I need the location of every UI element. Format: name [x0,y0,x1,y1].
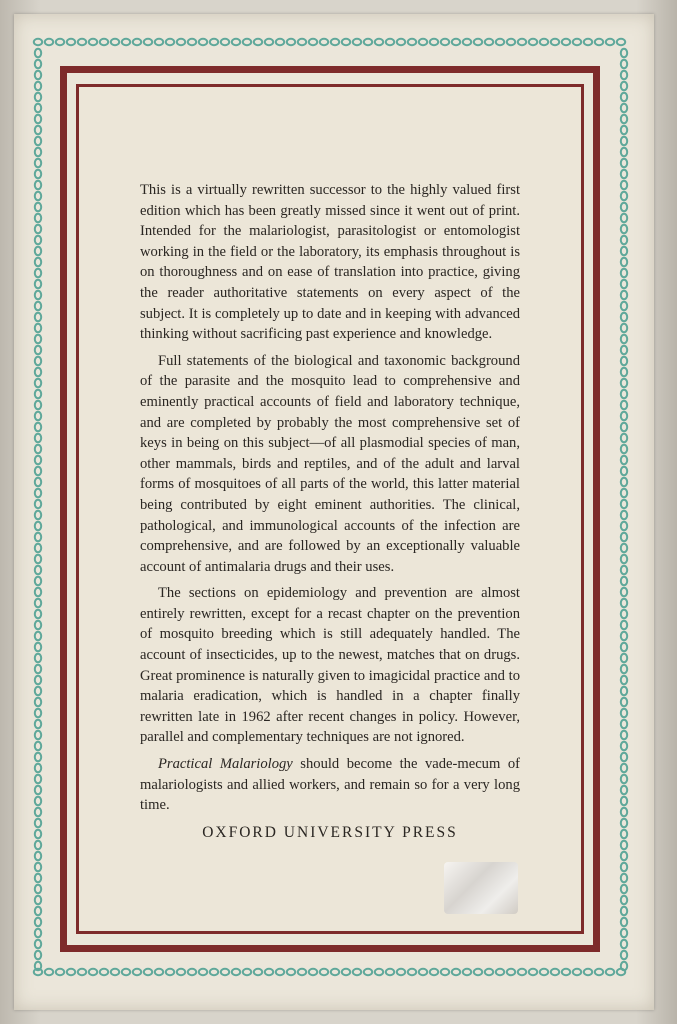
chain-link [265,969,273,975]
chain-link [496,969,504,975]
chain-link [35,401,41,409]
chain-link [35,885,41,893]
chain-link [35,456,41,464]
chain-link [35,940,41,948]
chain-link [166,969,174,975]
chain-link [331,969,339,975]
chain-link [35,566,41,574]
chain-link [518,39,526,45]
chain-link [621,291,627,299]
chain-link [111,39,119,45]
chain-link [621,544,627,552]
chain-link [287,39,295,45]
chain-link [621,555,627,563]
chain-link [35,478,41,486]
chain-link [35,192,41,200]
chain-link [621,731,627,739]
chain-link [56,39,64,45]
chain-link [100,39,108,45]
chain-link [621,918,627,926]
chain-link [621,115,627,123]
chain-link [430,39,438,45]
chain-link [595,969,603,975]
chain-link [111,969,119,975]
chain-link [35,500,41,508]
chain-link [386,39,394,45]
chain-link [452,969,460,975]
chain-link [166,39,174,45]
chain-link [35,225,41,233]
chain-link [287,969,295,975]
chain-link [35,929,41,937]
chain-link [621,940,627,948]
chain-link [621,841,627,849]
chain-link [35,533,41,541]
chain-link [35,698,41,706]
chain-link [155,39,163,45]
book-title: Practical Malariology [158,756,293,773]
chain-link [606,969,614,975]
chain-link [35,434,41,442]
chain-link [621,401,627,409]
chain-link [621,324,627,332]
chain-link [276,39,284,45]
chain-link [551,969,559,975]
chain-link [463,969,471,975]
chain-link [298,39,306,45]
chain-link [35,82,41,90]
chain-link [621,643,627,651]
chain-link [221,39,229,45]
blurb-paragraph-4 [140,754,520,816]
chain-link [485,39,493,45]
chain-link [621,60,627,68]
chain-link [35,203,41,211]
chain-link [232,39,240,45]
chain-link [621,313,627,321]
chain-link [133,969,141,975]
chain-link [562,39,570,45]
chain-link [35,115,41,123]
chain-link [276,969,284,975]
chain-link [419,39,427,45]
chain-link [621,698,627,706]
chain-link [621,357,627,365]
chain-link [621,192,627,200]
chain-link [397,969,405,975]
chain-link [375,39,383,45]
chain-link [35,379,41,387]
chain-link [507,39,515,45]
chain-link [144,39,152,45]
chain-link [177,969,185,975]
chain-link [35,280,41,288]
chain-link [621,522,627,530]
chain-link [621,896,627,904]
chain-link [35,797,41,805]
chain-link [35,126,41,134]
chain-link [621,874,627,882]
chain-link [67,969,75,975]
chain-link [621,599,627,607]
chain-link [621,830,627,838]
chain-link [35,137,41,145]
chain-link [35,291,41,299]
chain-link [621,203,627,211]
chain-link [621,687,627,695]
chain-link [621,434,627,442]
chain-link [518,969,526,975]
chain-link [617,39,625,45]
blurb-paragraph-3: The sections on epidemiology and prevention are almost entirely rewritten, except for a recast chapter on the prevention of mosquito breeding which is still adequately handled. The account of insecticides, up to the newest, matches that on drugs. Great prominence is naturally given to imagicidal practice and to malaria eradication, which is handled in a chapter finally rewritten late in 1962 after recent changes in policy. However, parallel and complementary techniques are not ignored. [140,585,520,746]
chain-link [35,764,41,772]
chain-link [35,346,41,354]
chain-link [375,969,383,975]
chain-link [188,39,196,45]
chain-link [35,632,41,640]
chain-link [386,969,394,975]
chain-link [621,412,627,420]
chain-link [89,969,97,975]
chain-link [621,632,627,640]
chain-link [45,39,53,45]
chain-link [35,852,41,860]
chain-link [584,969,592,975]
chain-link [35,753,41,761]
chain-link [298,969,306,975]
chain-link [35,181,41,189]
chain-link [35,247,41,255]
chain-link [621,456,627,464]
chain-link [507,969,515,975]
chain-link [320,39,328,45]
chain-link [35,269,41,277]
chain-link [621,709,627,717]
chain-link [56,969,64,975]
chain-link [353,39,361,45]
chain-link [35,841,41,849]
chain-link [35,357,41,365]
chain-link [35,170,41,178]
chain-link [35,588,41,596]
chain-link [621,258,627,266]
chain-link [485,969,493,975]
chain-link [210,969,218,975]
chain-link [35,159,41,167]
chain-link [243,969,251,975]
chain-link [35,709,41,717]
chain-link [584,39,592,45]
chain-link [35,148,41,156]
chain-link [35,60,41,68]
chain-link [35,577,41,585]
chain-link [529,969,537,975]
chain-link [621,71,627,79]
chain-link [529,39,537,45]
chain-link [621,676,627,684]
chain-link [254,39,262,45]
chain-link [452,39,460,45]
chain-link [621,654,627,662]
blurb-closing-text: should become the vade-mecum of malariologists and allied workers, and remain so for a very long time. [140,756,520,814]
chain-link [621,610,627,618]
chain-link [621,588,627,596]
chain-link [540,969,548,975]
chain-link [100,969,108,975]
chain-link [122,969,130,975]
chain-link [621,368,627,376]
chain-link [35,621,41,629]
chain-link [621,82,627,90]
chain-link [621,489,627,497]
chain-link [35,896,41,904]
chain-link [463,39,471,45]
chain-link [621,929,627,937]
chain-link [188,969,196,975]
chain-link [621,236,627,244]
chain-link [621,885,627,893]
chain-link [35,214,41,222]
chain-link [35,665,41,673]
chain-link [35,951,41,959]
chain-link [35,654,41,662]
chain-link [35,907,41,915]
chain-link [78,39,86,45]
price-sticker-residue [444,862,518,914]
chain-link [408,39,416,45]
chain-link [540,39,548,45]
chain-link [408,969,416,975]
chain-link [35,236,41,244]
chain-link [621,753,627,761]
chain-link [35,808,41,816]
chain-link [221,969,229,975]
chain-link [621,445,627,453]
chain-link [621,907,627,915]
chain-link [621,621,627,629]
chain-link [89,39,97,45]
chain-link [353,969,361,975]
chain-link [621,247,627,255]
chain-link [621,665,627,673]
blurb-text [140,180,520,822]
chain-link [35,786,41,794]
chain-link [35,720,41,728]
chain-link [621,379,627,387]
chain-link [35,302,41,310]
chain-link [35,544,41,552]
chain-link [199,969,207,975]
chain-link [199,39,207,45]
chain-link [35,775,41,783]
chain-link [35,390,41,398]
chain-link [474,969,482,975]
chain-link [621,269,627,277]
chain-link [621,214,627,222]
chain-link [419,969,427,975]
chain-link [621,137,627,145]
chain-link [35,676,41,684]
chain-link [621,148,627,156]
chain-link [35,643,41,651]
chain-link [331,39,339,45]
chain-link [573,969,581,975]
chain-link [35,522,41,530]
chain-link [621,742,627,750]
blurb-paragraph-1: This is a virtually rewritten successor to the highly valued first edition which has been greatly missed since it went out of print. Intended for the malariologist, parasitologist or entomologist working in the field or the laboratory, its emphasis throughout is on thoroughness and on ease of translation into practice, giving the reader authoritative statements on every aspect of the subject. It is completely up to date and in keeping with advanced thinking without sacrificing past experience and knowledge. [140,182,520,343]
chain-link [364,39,372,45]
chain-link [35,412,41,420]
chain-link [35,324,41,332]
chain-link [35,71,41,79]
chain-link [35,830,41,838]
chain-link [430,969,438,975]
chain-link [35,687,41,695]
chain-link [621,126,627,134]
chain-link [621,775,627,783]
chain-link [78,969,86,975]
chain-link [177,39,185,45]
chain-link [35,467,41,475]
chain-link [35,874,41,882]
chain-link [35,599,41,607]
chain-link [621,511,627,519]
chain-link [595,39,603,45]
chain-link [67,39,75,45]
chain-link [35,819,41,827]
chain-link [35,918,41,926]
chain-link [621,302,627,310]
chain-link [621,951,627,959]
chain-link [35,445,41,453]
chain-link [254,969,262,975]
chain-link [621,280,627,288]
chain-link [35,368,41,376]
chain-link [243,39,251,45]
chain-link [621,797,627,805]
chain-link [621,335,627,343]
chain-link [474,39,482,45]
chain-link [573,39,581,45]
chain-link [309,969,317,975]
chain-link [621,104,627,112]
chain-link [441,969,449,975]
chain-link [621,720,627,728]
chain-link [621,49,627,57]
blurb-paragraph-2: Full statements of the biological and taxonomic background of the parasite and the mosquito lead to comprehensive and eminently practical accounts of field and laboratory technique, and are completed by probably the most comprehensive set of keys in being on this subject—of all plasmodial species of man, other mammals, birds and reptiles, and of the adult and larval forms of mosquitoes of all parts of the world, this latter material being contributed by eight eminent authorities. The clinical, pathological, and immunological accounts of the infection are comprehensive, and are followed by an exceptionally valuable account of antimalaria drugs and their uses. [140,352,520,575]
chain-link [621,566,627,574]
chain-link [144,969,152,975]
chain-link [621,170,627,178]
chain-link [621,808,627,816]
chain-link [309,39,317,45]
chain-link [621,863,627,871]
chain-link [364,969,372,975]
chain-link [551,39,559,45]
chain-link [35,489,41,497]
chain-link [621,478,627,486]
chain-link [397,39,405,45]
chain-link [320,969,328,975]
chain-link [35,863,41,871]
chain-link [35,93,41,101]
chain-link [621,577,627,585]
chain-link [35,104,41,112]
chain-link [621,159,627,167]
chain-link [232,969,240,975]
chain-link [621,423,627,431]
chain-link [621,852,627,860]
chain-link [35,511,41,519]
chain-link [621,225,627,233]
publisher-imprint: OXFORD UNIVERSITY PRESS [202,824,458,841]
chain-link [133,39,141,45]
chain-link [621,819,627,827]
chain-link [621,93,627,101]
chain-link [35,313,41,321]
chain-link [35,49,41,57]
chain-link [45,969,53,975]
chain-link [35,423,41,431]
chain-link [155,969,163,975]
chain-link [35,335,41,343]
chain-link [342,39,350,45]
chain-link [562,969,570,975]
chain-link [621,500,627,508]
chain-link [35,555,41,563]
chain-link [35,610,41,618]
chain-link [621,467,627,475]
chain-link [621,786,627,794]
chain-link [621,181,627,189]
chain-link [621,533,627,541]
chain-link [441,39,449,45]
chain-link [35,258,41,266]
chain-link [265,39,273,45]
chain-link [621,764,627,772]
chain-link [35,731,41,739]
chain-link [210,39,218,45]
chain-link [496,39,504,45]
chain-link [606,39,614,45]
chain-link [621,390,627,398]
chain-link [621,346,627,354]
chain-link [122,39,130,45]
chain-link [35,742,41,750]
chain-link [34,39,42,45]
chain-link [342,969,350,975]
